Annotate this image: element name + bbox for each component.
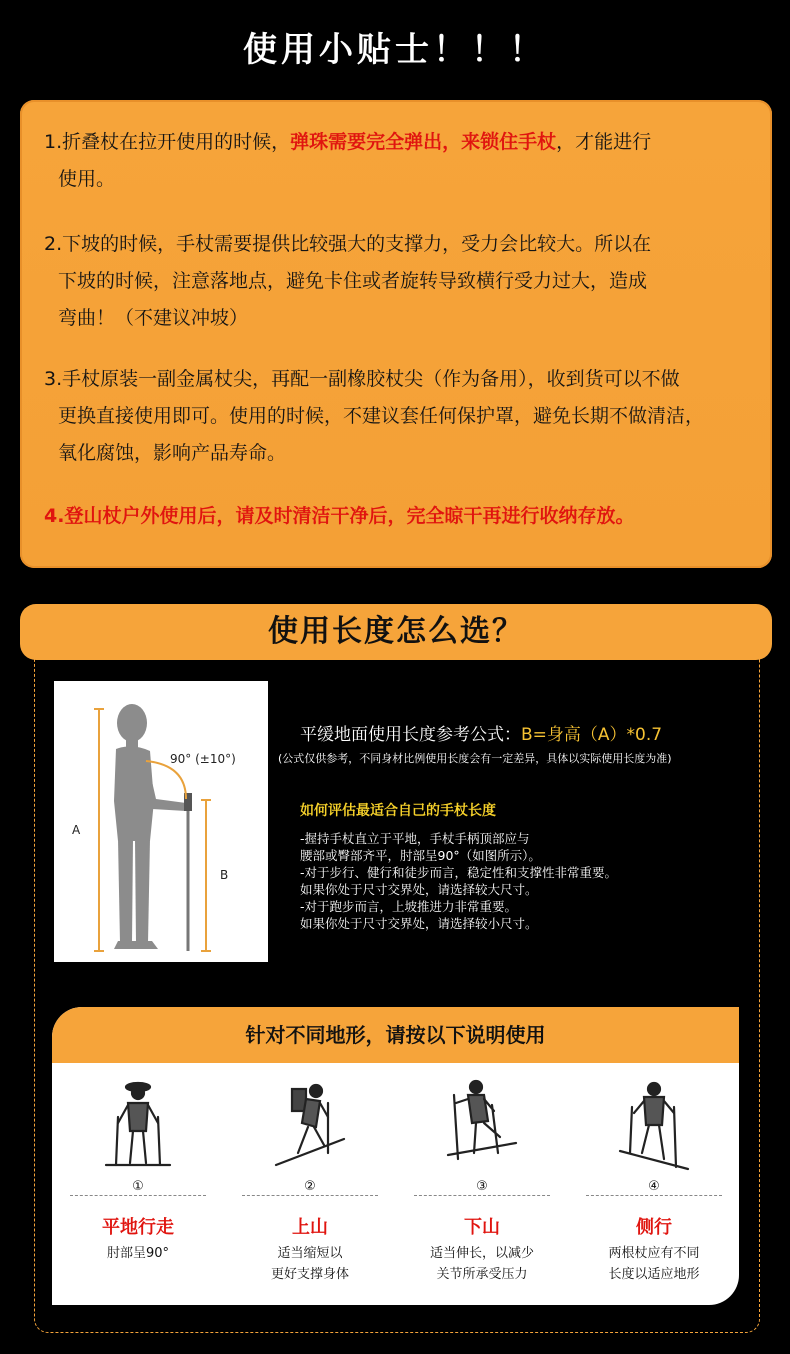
terrain-desc bbox=[396, 1243, 568, 1285]
terrain-item-flat bbox=[52, 1063, 224, 1305]
terrain-desc-line: 长度以适应地形 bbox=[608, 1267, 700, 1282]
uphill-icon bbox=[270, 1073, 350, 1173]
howto-line: -对于步行、健行和徒步而言，稳定性和支撑性非常重要。 bbox=[300, 865, 618, 880]
howto-line: -握持手杖直立于平地，手杖手柄顶部应与 bbox=[300, 831, 530, 846]
howto-line: 如果你处于尺寸交界处，请选择较小尺寸。 bbox=[300, 916, 538, 931]
howto-line: 腰部或臀部齐平，肘部呈90°（如图所示）。 bbox=[300, 848, 541, 863]
tips-panel bbox=[20, 100, 772, 568]
label-a: A bbox=[72, 823, 81, 837]
terrain-desc-line: 适当伸长，以减少 bbox=[429, 1246, 534, 1261]
tip-3-line2: 更换直接使用即可。使用的时候，不建议套任何保护罩，避免长期不做清洁， bbox=[58, 405, 705, 427]
tip-3 bbox=[44, 361, 764, 472]
tip-3-line1: 手杖原装一副金属杖尖，再配一副橡胶杖尖（作为备用），收到货可以不做 bbox=[62, 368, 680, 390]
terrain-name: 上山 bbox=[292, 1217, 328, 1238]
terrain-num: ② bbox=[304, 1179, 316, 1194]
formula-value: B=身高（A）*0.7 bbox=[521, 725, 663, 745]
downhill-icon bbox=[442, 1073, 522, 1173]
tip-2-line2: 下坡的时候，注意落地点，避免卡住或者旋转导致横行受力过大，造成 bbox=[58, 270, 648, 292]
terrain-title: 针对不同地形，请按以下说明使用 bbox=[52, 1007, 739, 1063]
formula-label: 平缓地面使用长度参考公式： bbox=[300, 725, 521, 745]
terrain-desc bbox=[52, 1243, 224, 1264]
body-height-figure bbox=[54, 681, 268, 962]
howto-title: 如何评估最适合自己的手杖长度 bbox=[300, 803, 496, 819]
standing-person-illustration bbox=[54, 681, 268, 962]
terrain-item-uphill bbox=[224, 1063, 396, 1305]
page-title: 使用小贴士！！！ bbox=[243, 30, 547, 70]
tip-4-line1: 登山杖户外使用后，请及时清洁干净后，完全晾干再进行收纳存放。 bbox=[64, 505, 635, 527]
terrain-num: ① bbox=[132, 1179, 144, 1194]
length-section-title: 使用长度怎么选？ bbox=[20, 604, 772, 660]
tip-1-text-end: ，才能进行 bbox=[556, 131, 652, 153]
label-b: B bbox=[220, 868, 229, 882]
terrain-desc-line: 关节所承受压力 bbox=[436, 1267, 528, 1282]
terrain-item-downhill bbox=[396, 1063, 568, 1305]
terrain-desc-line: 两根杖应有不同 bbox=[608, 1246, 700, 1261]
howto-list bbox=[300, 830, 617, 932]
terrain-desc-line: 肘部呈90° bbox=[106, 1246, 170, 1261]
divider bbox=[70, 1195, 206, 1196]
terrain-desc-line: 更好支撑身体 bbox=[270, 1267, 349, 1282]
tip-1-text: 折叠杖在拉开使用的时候， bbox=[62, 131, 291, 153]
divider bbox=[414, 1195, 550, 1196]
terrain-item-traverse bbox=[568, 1063, 739, 1305]
formula-line bbox=[300, 720, 662, 745]
tip-4-number: 4. bbox=[44, 505, 65, 527]
terrain-num: ④ bbox=[648, 1179, 660, 1194]
tip-1-number: 1. bbox=[44, 131, 63, 153]
traverse-icon bbox=[614, 1073, 694, 1173]
terrain-desc-line: 适当缩短以 bbox=[277, 1246, 343, 1261]
formula-note: (公式仅供参考，不同身材比例使用长度会有一定差异，具体以实际使用长度为准) bbox=[278, 752, 672, 765]
divider bbox=[586, 1195, 722, 1196]
terrain-desc bbox=[224, 1243, 396, 1285]
angle-label: 90° (±10°) bbox=[170, 752, 236, 766]
terrain-num: ③ bbox=[476, 1179, 488, 1194]
terrain-name: 侧行 bbox=[636, 1217, 672, 1238]
tip-1-highlight: 弹珠需要完全弹出，来锁住手杖 bbox=[290, 131, 557, 153]
terrain-name: 下山 bbox=[464, 1217, 500, 1238]
divider bbox=[242, 1195, 378, 1196]
howto-line: -对于跑步而言，上坡推进力非常重要。 bbox=[300, 899, 518, 914]
tip-2-line1: 下坡的时候，手杖需要提供比较强大的支撑力，受力会比较大。所以在 bbox=[62, 233, 652, 255]
terrain-desc bbox=[568, 1243, 739, 1285]
terrain-card bbox=[52, 1007, 739, 1305]
tip-2-number: 2. bbox=[44, 233, 63, 255]
howto-line: 如果你处于尺寸交界处，请选择较大尺寸。 bbox=[300, 882, 538, 897]
terrain-name: 平地行走 bbox=[102, 1217, 174, 1238]
flat-walking-icon bbox=[98, 1073, 178, 1173]
tip-2 bbox=[44, 226, 764, 337]
tip-1 bbox=[44, 124, 764, 198]
tip-2-line3: 弯曲！（不建议冲坡） bbox=[58, 307, 249, 329]
tip-3-number: 3. bbox=[44, 368, 63, 390]
tip-1-line2: 使用。 bbox=[58, 168, 116, 190]
tip-3-line3: 氧化腐蚀，影响产品寿命。 bbox=[58, 442, 287, 464]
tip-4 bbox=[44, 498, 764, 535]
